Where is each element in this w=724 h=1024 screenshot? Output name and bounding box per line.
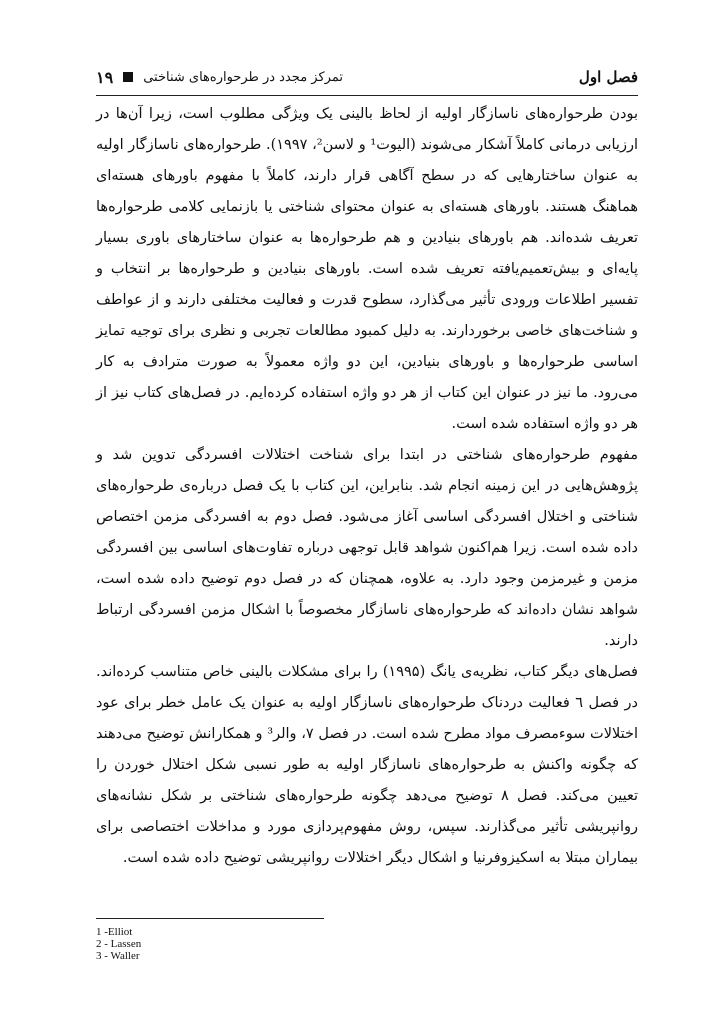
header-right-group	[96, 68, 343, 87]
body-text	[96, 99, 638, 874]
footnote-1: 1 -Elliot	[96, 926, 133, 938]
running-title: تمرکز مجدد در طرحواره‌های شناختی	[143, 69, 343, 85]
square-bullet-icon	[123, 72, 133, 82]
paragraph-2: مفهوم طرحواره‌های شناختی در ابتدا برای شناخت اختلالات افسردگی تدوین شد و پژوهش‌هایی در این زمینه انجام شد. بنابراین، این کتاب با یک فصل درباره‌ی طرحواره‌های شناختی و اختلال افسردگی اساسی آغاز می‌شود. فصل دوم به افسردگی مزمن اختصاص داده شده است. زیرا هم‌اکنون شواهد قابل توجهی درباره تفاوت‌های اساسی بین افسردگی مزمن و غیرمزمن وجود دارد. به علاوه، همچنان که در فصل دوم توضیح داده شده است، شواهد نشان داده‌اند که طرحواره‌های ناسازگار مخصوصاً با اشکال مزمن افسردگی ارتباط دارند.	[96, 447, 638, 649]
footnote-2: 2 - Lassen	[96, 938, 142, 950]
running-header	[96, 60, 638, 94]
page-number: ۱۹	[96, 67, 114, 87]
footnote-divider	[96, 918, 324, 919]
footnotes	[96, 926, 141, 962]
paragraph-3: فصل‌های دیگر کتاب، نظریه‌ی یانگ (۱۹۹۵) را برای مشکلات بالینی خاص متناسب کرده‌اند. در فصل ٦ فعالیت دردناک طرحواره‌های ناسازگار اولیه به عنوان یک عامل خطر برای عود اختلالات سوءمصرف مواد مطرح شده است. در فصل ۷، والر³ و همکارانش توضیح می‌دهند که چگونه واکنش به طرحواره‌های ناسازگار اولیه به طور نسبی شکل اختلال خوردن را تعیین می‌کند. فصل ۸ توضیح می‌دهد چگونه طرحواره‌های شناختی بر شکل نشانه‌های روانپریشی تأثیر می‌گذارند. سپس، روش مفهوم‌پردازی مورد و مداخلات اختصاصی برای بیماران مبتلا به اسکیزوفرنیا و اشکال دیگر اختلالات روانپریشی توضیح داده شده است.	[96, 664, 638, 866]
paragraph-1: بودن طرحواره‌های ناسازگار اولیه از لحاظ بالینی یک ویژگی مطلوب است، زیرا آن‌ها در ارزیابی درمانی کاملاً آشکار می‌شوند (الیوت¹ و لاسن²، ۱۹۹۷). طرحواره‌های ناسازگار اولیه به عنوان ساختارهایی که در سطح آگاهی قرار دارند، کاملاً با مفهوم باورهای هسته‌ای هماهنگ هستند. باورهای هسته‌ای به عنوان محتوای شناختی یا بازنمایی کلامی طرحواره‌ها تعریف شده‌اند. هم باورهای بنیادین و هم طرحواره‌ها به عنوان ساختارهای باوری بسیار پایه‌ای و بیش‌تعمیم‌یافته تعریف شده است. باورهای بنیادین و طرحواره‌ها بر انتخاب و تفسیر اطلاعات ورودی تأثیر می‌گذارد، سطوح قدرت و فعالیت مختلفی دارند و از عواطف و شناخت‌های خاصی برخوردارند. به دلیل کمبود مطالعات تجربی و نظری برای توجیه تمایز اساسی طرحواره‌ها و باورهای بنیادین، این دو واژه معمولاً به صورت مترادف به کار می‌رود. ما نیز در عنوان این کتاب از هر دو واژه استفاده کرده‌ایم. در فصل‌های کتاب نیز از هر دو واژه استفاده شده است.	[96, 106, 638, 432]
header-divider	[96, 95, 638, 96]
chapter-label: فصل اول	[578, 68, 638, 86]
footnote-3: 3 - Waller	[96, 950, 140, 962]
